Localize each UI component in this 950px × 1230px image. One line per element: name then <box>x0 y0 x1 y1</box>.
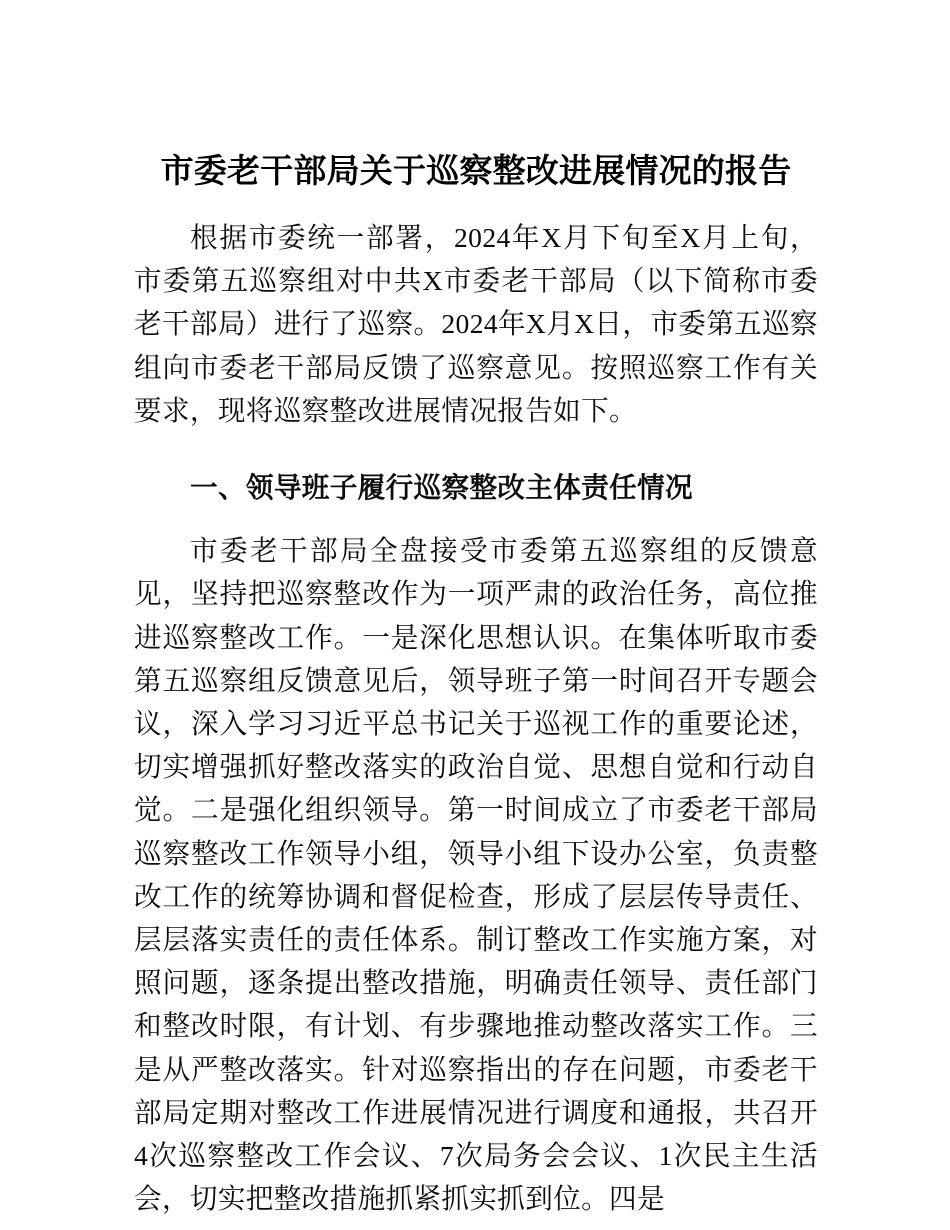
paragraph-section-one-body: 市委老干部局全盘接受市委第五巡察组的反馈意见，坚持把巡察整改作为一项严肃的政治任务，高位推进巡察整改工作。一是深化思想认识。在集体听取市委第五巡察组反馈意见后，领导班子第一时间召开专题会议，深入学习习近平总书记关于巡视工作的重要论述，切实增强抓好整改落实的政治自觉、思想自觉和行动自觉。二是强化组织领导。第一时间成立了市委老干部局巡察整改工作领导小组，领导小组下设办公室，负责整改工作的统筹协调和督促检查，形成了层层传导责任、层层落实责任的责任体系。制订整改工作实施方案，对照问题，逐条提出整改措施，明确责任领导、责任部门和整改时限，有计划、有步骤地推动整改落实工作。三是从严整改落实。针对巡察指出的存在问题，市委老干部局定期对整改工作进展情况进行调度和通报，共召开4次巡察整改工作会议、7次局务会会议、1次民主生活会，切实把整改措施抓紧抓实抓到位。四是 <box>134 535 818 1215</box>
spacer <box>134 432 818 446</box>
paragraph-intro: 根据市委统一部署，2024年X月下旬至X月上旬，市委第五巡察组对中共X市委老干部局（以下简称市委老干部局）进行了巡察。2024年X月X日，市委第五巡察组向市委老干部局反馈了巡察意见。按照巡察工作有关要求，现将巡察整改进展情况报告如下。 <box>134 222 818 426</box>
page-title: 市委老干部局关于巡察整改进展情况的报告 <box>160 151 792 190</box>
document-body <box>134 148 818 1220</box>
section-heading-one: 一、领导班子履行巡察整改主体责任情况 <box>190 472 693 504</box>
